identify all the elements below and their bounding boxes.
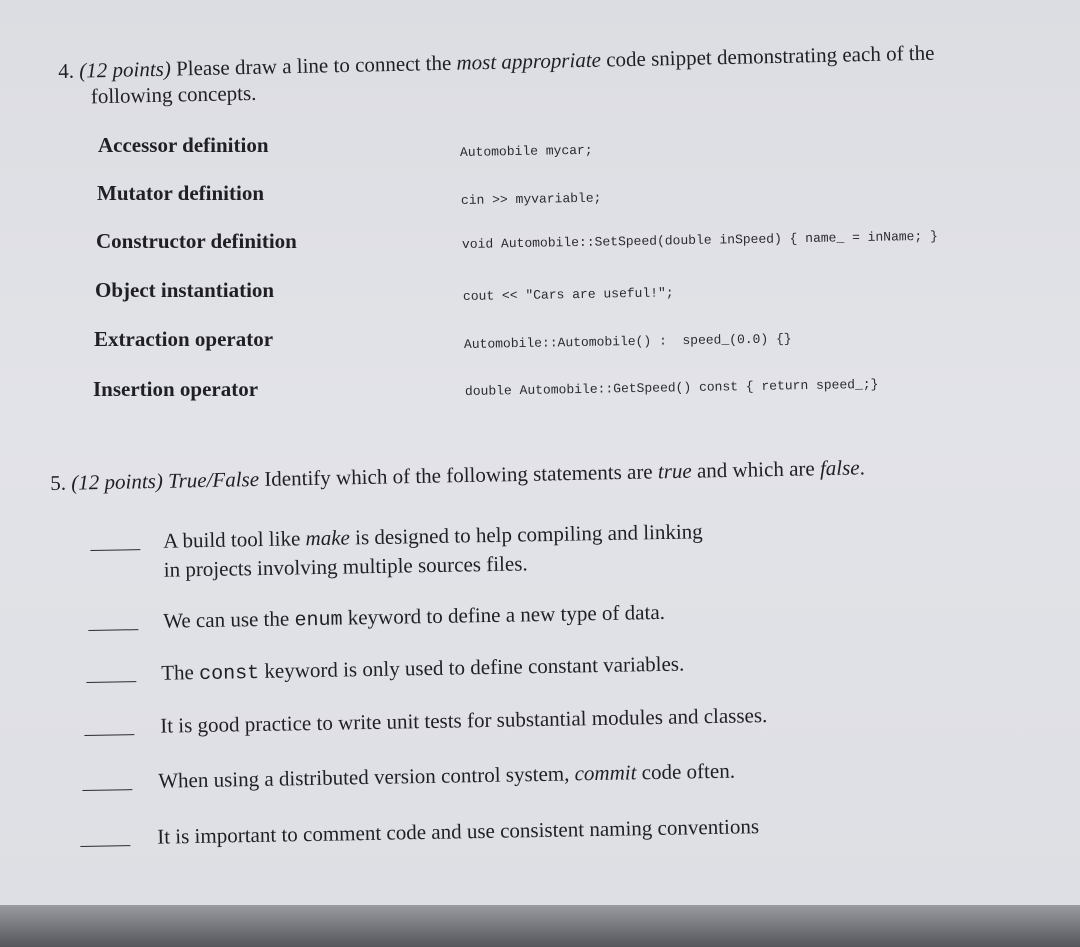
concept-extraction-operator: Extraction operator bbox=[94, 327, 274, 351]
desk-shadow bbox=[0, 905, 1080, 947]
question-5-prompt-end: . bbox=[859, 455, 866, 480]
tf-1-text-b: is designed to help compiling and linking bbox=[354, 519, 703, 550]
answer-blank-4[interactable] bbox=[84, 734, 134, 736]
snippet-object-declaration: Automobile mycar; bbox=[459, 142, 593, 160]
question-5-prompt-mid: and which are bbox=[696, 456, 815, 483]
answer-blank-3[interactable] bbox=[86, 681, 136, 683]
tf-1-text-line2: in projects involving multiple sources files. bbox=[163, 551, 528, 582]
snippet-cin-extraction: cin >> myvariable; bbox=[460, 190, 602, 208]
question-4-prompt-start: Please draw a line to connect the bbox=[175, 50, 452, 81]
question-5-points: (12 points) bbox=[71, 468, 164, 495]
answer-blank-1[interactable] bbox=[90, 549, 140, 551]
concept-object-instantiation: Object instantiation bbox=[95, 278, 275, 302]
tf-2-code: enum bbox=[294, 608, 343, 633]
question-4-heading bbox=[58, 40, 935, 110]
question-5-label: True/False bbox=[167, 466, 260, 493]
answer-blank-5[interactable] bbox=[82, 789, 132, 791]
question-5-number: 5. bbox=[50, 470, 67, 495]
question-5-prompt-start: Identify which of the following statements are bbox=[264, 459, 653, 491]
concept-mutator-definition: Mutator definition bbox=[97, 181, 265, 205]
tf-3-code: const bbox=[198, 661, 260, 687]
question-4-points: (12 points) bbox=[79, 56, 172, 83]
concept-insertion-operator: Insertion operator bbox=[93, 377, 259, 401]
snippet-set-speed: void Automobile::SetSpeed(double inSpeed) { name_ = inName; } bbox=[461, 228, 938, 252]
tf-3-text-b: keyword is only used to define constant variables. bbox=[264, 651, 685, 683]
tf-3-text-a: The bbox=[161, 660, 195, 685]
tf-1-text-a: A build tool like bbox=[163, 526, 301, 553]
snippet-constructor: Automobile::Automobile() : speed_(0.0) {} bbox=[463, 331, 792, 352]
question-4-prompt-continuation: following concepts. bbox=[90, 80, 257, 109]
tf-5-emphasis: commit bbox=[574, 760, 637, 786]
tf-1-tool-name: make bbox=[305, 525, 351, 551]
concept-constructor-definition: Constructor definition bbox=[96, 229, 297, 253]
question-4-prompt-emphasis: most appropriate bbox=[456, 47, 602, 75]
tf-6-text: It is important to comment code and use consistent naming conventions bbox=[157, 814, 760, 849]
answer-blank-2[interactable] bbox=[88, 629, 138, 631]
concept-accessor-definition: Accessor definition bbox=[98, 133, 269, 157]
question-5-word-false: false bbox=[819, 455, 860, 481]
question-4-number: 4. bbox=[58, 58, 75, 83]
tf-5-text-a: When using a distributed version control system, bbox=[158, 761, 570, 793]
tf-4-text: It is good practice to write unit tests for substantial modules and classes. bbox=[160, 703, 768, 738]
tf-2-text-b: keyword to define a new type of data. bbox=[347, 599, 666, 630]
question-5-word-true: true bbox=[657, 458, 692, 484]
answer-blank-6[interactable] bbox=[80, 845, 130, 847]
tf-5-text-b: code often. bbox=[641, 758, 736, 785]
tf-2-text-a: We can use the bbox=[163, 606, 290, 633]
question-4-prompt-end: code snippet demonstrating each of the bbox=[605, 40, 935, 72]
snippet-cout-insertion: cout << "Cars are useful!"; bbox=[462, 285, 674, 304]
question-5-heading bbox=[50, 454, 865, 496]
snippet-get-speed: double Automobile::GetSpeed() const { return speed_;} bbox=[464, 376, 879, 399]
